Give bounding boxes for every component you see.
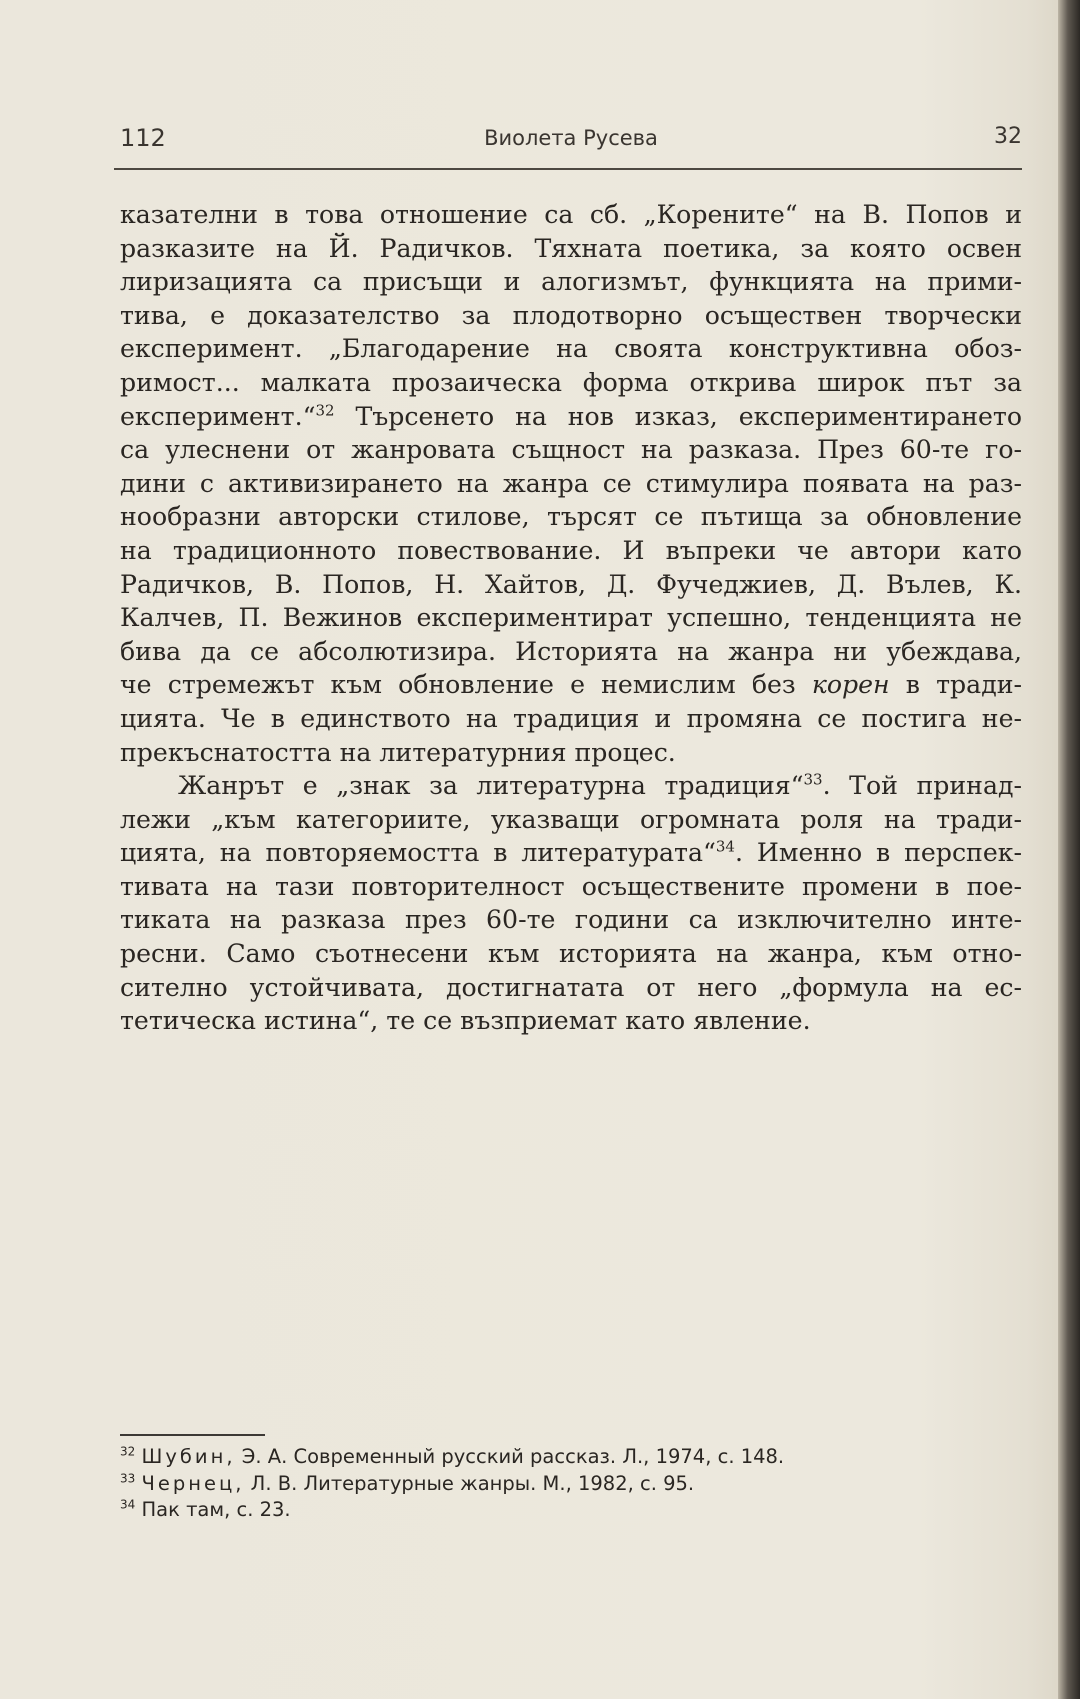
text-line: лиризацията са присъщи и алогизмът, функцията на прими- bbox=[120, 267, 1022, 297]
text-line: на традиционното повествование. И въпреки че автори като bbox=[120, 535, 1022, 565]
text-line: разказите на Й. Радичков. Тяхната поетика, за която освен bbox=[120, 233, 1022, 263]
text-line bbox=[120, 769, 1022, 803]
body-text bbox=[120, 198, 1022, 1038]
text-line: дини с активизирането на жанра се стимулира появата на раз- bbox=[120, 468, 1022, 498]
footnote-author: Шубин, bbox=[141, 1445, 236, 1468]
text-line: Радичков, В. Попов, Н. Хайтов, Д. Фучеджиев, Д. Вълев, К. bbox=[120, 569, 1022, 599]
text-line: тивата на тази повторителност осъществените промени в пое- bbox=[120, 871, 1022, 901]
text-line: Калчев, П. Вежинов експериментират успешно, тенденцията не bbox=[120, 603, 1022, 633]
book-binding-edge bbox=[1058, 0, 1080, 1699]
footnote-number: 32 bbox=[120, 1444, 136, 1459]
text-segment: цията, на повторяемостта в литературата“ bbox=[120, 838, 716, 868]
text-line: лежи „към категориите, указващи огромната роля на тради- bbox=[120, 804, 1022, 834]
text-line bbox=[120, 668, 1022, 702]
text-line: цията. Че в единството на традиция и промяна се постига не- bbox=[120, 703, 1022, 733]
header-rule bbox=[114, 168, 1022, 170]
text-line: тиката на разказа през 60-те години са изключително инте- bbox=[120, 905, 1022, 935]
footnote-ref: 32 bbox=[315, 401, 335, 420]
text-line: нообразни авторски стилове, търсят се пътища за обновление bbox=[120, 502, 1022, 532]
text-line bbox=[120, 400, 1022, 434]
text-segment: . Именно в перспек- bbox=[734, 838, 1023, 868]
emphasis: корен bbox=[811, 670, 890, 700]
text-segment: Жанрът е „знак за литературна традиция“ bbox=[178, 771, 804, 801]
text-segment: в тради- bbox=[889, 670, 1023, 700]
text-line: казателни в това отношение са сб. „Корените“ на В. Попов и bbox=[120, 200, 1022, 229]
footnote-ref: 33 bbox=[803, 770, 823, 789]
footnote-ref: 34 bbox=[715, 837, 735, 856]
footnote bbox=[120, 1497, 1000, 1524]
text-line: експеримент. „Благодарение на своята конструктивна обоз- bbox=[120, 334, 1022, 364]
footnote-author: Чернец, bbox=[141, 1471, 245, 1495]
text-line: прекъснатостта на литературния процес. bbox=[120, 737, 676, 767]
text-line: тетическа истина“, те се възприемат като явление. bbox=[120, 1006, 811, 1036]
text-line: са улеснени от жанровата същност на разказа. През 60-те го- bbox=[120, 435, 1022, 465]
footnote-number: 34 bbox=[120, 1497, 136, 1512]
text-line: римост... малката прозаическа форма открива широк път за bbox=[120, 367, 1022, 397]
text-line: ресни. Само съотнесени към историята на жанра, към отно- bbox=[120, 939, 1022, 969]
footnote bbox=[120, 1471, 1000, 1498]
text-segment: Търсенето на нов изказ, експериментирането bbox=[334, 401, 1022, 431]
footnote-text: Э. А. Современный русский рассказ. Л., 1974, с. 148. bbox=[235, 1445, 785, 1468]
footnote-text: Л. В. Литературные жанры. М., 1982, с. 95. bbox=[244, 1471, 695, 1495]
chapter-number: 32 bbox=[994, 124, 1022, 149]
text-line bbox=[120, 836, 1022, 870]
footnote bbox=[120, 1444, 1000, 1471]
footnote-number: 33 bbox=[120, 1471, 136, 1485]
footnotes bbox=[120, 1444, 1000, 1524]
footnote-rule bbox=[120, 1434, 265, 1436]
text-segment: че стремежът към обновление е немислим без bbox=[120, 670, 812, 700]
page-number: 112 bbox=[120, 124, 166, 152]
text-line: тива, е доказателство за плодотворно осъществен творчески bbox=[120, 300, 1022, 330]
text-segment: експеримент.“ bbox=[120, 401, 316, 431]
footnote-text: Пак там, с. 23. bbox=[141, 1498, 291, 1521]
running-head-author: Виолета Русева bbox=[484, 126, 658, 150]
text-segment: . Той принад- bbox=[822, 771, 1022, 801]
running-header bbox=[120, 124, 1022, 158]
text-line: бива да се абсолютизира. Историята на жанра ни убеждава, bbox=[120, 636, 1022, 666]
text-line: сително устойчивата, достигнатата от него „формула на ес- bbox=[120, 972, 1022, 1002]
